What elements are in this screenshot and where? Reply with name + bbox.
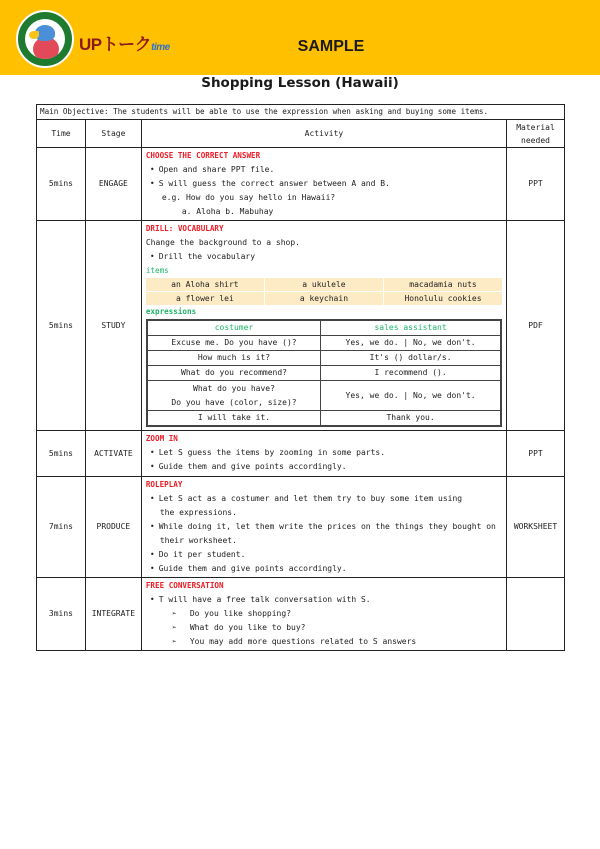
- stage-cell: STUDY: [85, 221, 141, 431]
- activity-bullet: • T will have a free talk conversation with S.: [146, 593, 502, 607]
- question-item: [146, 635, 502, 649]
- material-cell: WORKSHEET: [507, 477, 565, 578]
- sample-label: SAMPLE: [297, 38, 365, 55]
- expr-row: [147, 366, 501, 381]
- header-stage: Stage: [85, 120, 141, 148]
- expressions-label: expressions: [145, 307, 197, 316]
- stage-cell: PRODUCE: [85, 477, 141, 578]
- activity-heading: FREE CONVERSATION: [145, 581, 224, 590]
- question-item: [146, 607, 502, 621]
- logo-text-small: time: [151, 42, 170, 53]
- activity-heading: ZOOM IN: [145, 434, 178, 443]
- activity-heading: ROLEPLAY: [145, 480, 183, 489]
- expr-costumer: Excuse me. Do you have ()?: [147, 336, 321, 351]
- expr-row: [147, 381, 501, 411]
- table-row-activate: [37, 431, 565, 477]
- expr-costumer-line: What do you have?: [193, 383, 275, 393]
- activity-cell: [141, 148, 506, 221]
- activity-bullet: • Do it per student.: [146, 548, 502, 562]
- activity-heading: DRILL: VOCABULARY: [145, 224, 224, 233]
- expr-row: [147, 411, 501, 427]
- expr-row: [147, 351, 501, 366]
- activity-example: e.g. How do you say hello in Hawaii?: [161, 193, 336, 202]
- activity-bullet: • Open and share PPT file.: [146, 163, 502, 177]
- expressions-table: [146, 319, 502, 427]
- vocab-item: an Aloha shirt: [146, 278, 264, 291]
- header-material-label: Material needed: [516, 122, 555, 145]
- material-cell: [507, 578, 565, 651]
- expr-header-row: [147, 320, 501, 336]
- expr-costumer: I will take it.: [147, 411, 321, 427]
- vocabulary-items-grid: [146, 278, 502, 305]
- expr-sales: Yes, we do. | No, we don't.: [321, 381, 501, 411]
- stage-cell: INTEGRATE: [85, 578, 141, 651]
- main-objective: Main Objective: The students will be able to use the expression when asking and buying some items.: [37, 105, 565, 120]
- activity-bullet: • Guide them and give points accordingly.: [146, 460, 502, 474]
- material-cell: PPT: [507, 431, 565, 477]
- activity-bullet: • Guide them and give points accordingly.: [146, 562, 502, 576]
- table-row-study: [37, 221, 565, 431]
- expr-sales: Thank you.: [321, 411, 501, 427]
- arrow-bullet-icon: ➢: [171, 623, 177, 632]
- vocab-item: a keychain: [265, 292, 383, 305]
- items-label: items: [145, 266, 169, 275]
- stage-cell: ACTIVATE: [85, 431, 141, 477]
- expr-sales: It's () dollar/s.: [321, 351, 501, 366]
- activity-intro: Change the background to a shop.: [145, 238, 300, 247]
- activity-choices: a. Aloha b. Mabuhay: [181, 207, 274, 216]
- objective-row: [37, 105, 565, 120]
- activity-heading: CHOOSE THE CORRECT ANSWER: [145, 151, 261, 160]
- vocab-item: macadamia nuts: [384, 278, 502, 291]
- activity-cell: [141, 221, 506, 431]
- question-text: What do you like to buy?: [189, 623, 306, 632]
- stage-cell: ENGAGE: [85, 148, 141, 221]
- header-time: Time: [37, 120, 86, 148]
- time-cell: 5mins: [37, 431, 86, 477]
- expr-costumer: [147, 381, 321, 411]
- document-title: Shopping Lesson (Hawaii): [201, 75, 399, 91]
- expr-row: [147, 336, 501, 351]
- time-cell: 5mins: [37, 221, 86, 431]
- header-activity: Activity: [141, 120, 506, 148]
- logo-text-main: UPトーク: [79, 35, 152, 54]
- header-material: [507, 120, 565, 148]
- expr-costumer-line: Do you have (color, size)?: [171, 397, 297, 407]
- material-cell: PPT: [507, 148, 565, 221]
- expr-header-costumer: costumer: [147, 320, 321, 336]
- time-cell: 3mins: [37, 578, 86, 651]
- activity-bullet: • While doing it, let them write the prices on the things they bought on their worksheet.: [146, 520, 502, 548]
- table-row-integrate: [37, 578, 565, 651]
- time-cell: 7mins: [37, 477, 86, 578]
- activity-bullet: • S will guess the correct answer between A and B.: [146, 177, 502, 191]
- expr-costumer: How much is it?: [147, 351, 321, 366]
- header-banner: [0, 0, 600, 75]
- expr-sales: I recommend ().: [321, 366, 501, 381]
- expr-header-sales: sales assistant: [321, 320, 501, 336]
- activity-bullet: • Drill the vocabulary: [146, 250, 502, 264]
- material-cell: PDF: [507, 221, 565, 431]
- lesson-plan-table: [36, 104, 565, 651]
- question-text: Do you like shopping?: [189, 609, 292, 618]
- expr-sales: Yes, we do. | No, we don't.: [321, 336, 501, 351]
- question-item: [146, 621, 502, 635]
- arrow-bullet-icon: ➢: [171, 609, 177, 618]
- activity-cell: [141, 477, 506, 578]
- activity-cell: [141, 431, 506, 477]
- activity-bullet: • Let S guess the items by zooming in some parts.: [146, 446, 502, 460]
- vocab-item: a ukulele: [265, 278, 383, 291]
- header-row: [37, 120, 565, 148]
- table-row-engage: [37, 148, 565, 221]
- activity-cell: [141, 578, 506, 651]
- time-cell: 5mins: [37, 148, 86, 221]
- vocab-item: a flower lei: [146, 292, 264, 305]
- expr-costumer: What do you recommend?: [147, 366, 321, 381]
- arrow-bullet-icon: ➢: [171, 637, 177, 646]
- activity-bullet: • Let S act as a costumer and let them try to buy some item using the expressions.: [146, 492, 502, 520]
- vocab-item: Honolulu cookies: [384, 292, 502, 305]
- question-text: You may add more questions related to S answers: [189, 637, 417, 646]
- table-row-produce: [37, 477, 565, 578]
